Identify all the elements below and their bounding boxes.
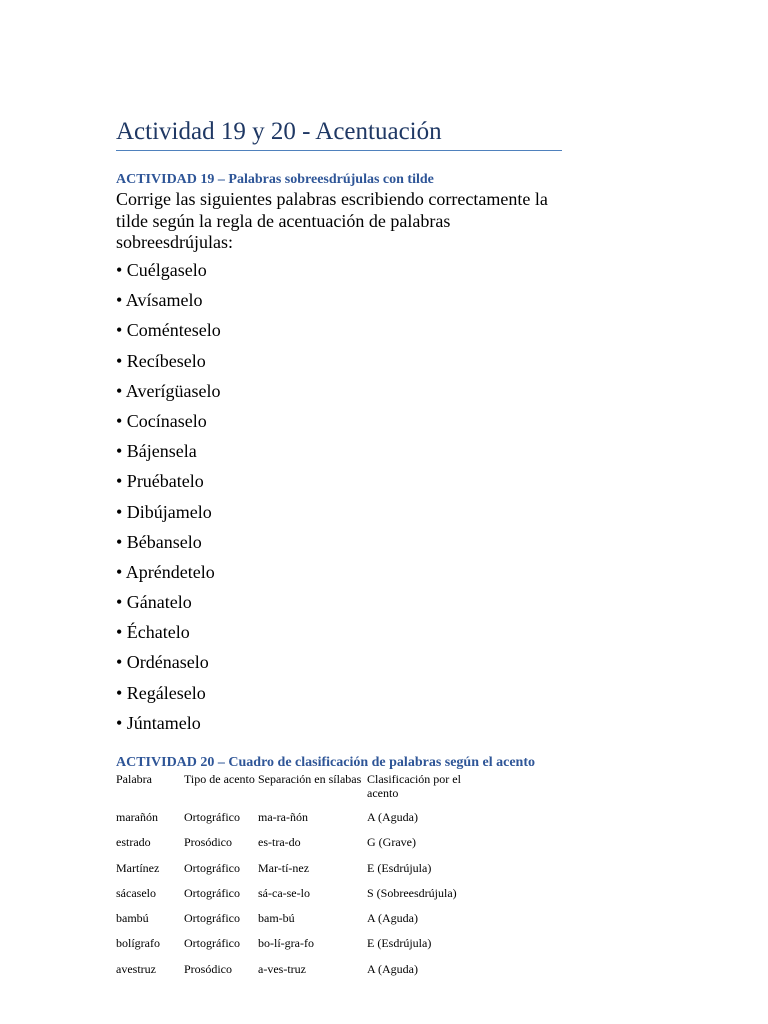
cell-tipo-acento: Ortográfico [184, 911, 240, 926]
word-item: • Apréndetelo [116, 561, 215, 582]
column-header-separacion: Separación en sílabas [258, 772, 362, 786]
cell-separacion: bam-bú [258, 911, 295, 926]
column-header-tipo-acento: Tipo de acento [184, 772, 255, 786]
cell-palabra: marañón [116, 810, 158, 824]
cell-separacion: ma-ra-ñón [258, 810, 308, 824]
activity-19-instructions: Corrige las siguientes palabras escribiendo correctamente la tilde según la regla de acentuación de palabras sobreesdrújulas: [116, 189, 548, 252]
word-item: • Dibújamelo [116, 501, 212, 522]
activity-19-heading: ACTIVIDAD 19 – Palabras sobreesdrújulas con tilde [116, 172, 434, 187]
cell-tipo-acento: Prosódico [184, 835, 232, 850]
title-underline [116, 150, 562, 151]
cell-palabra: avestruz [116, 961, 156, 976]
cell-palabra: bolígrafo [116, 936, 160, 951]
word-item: • Cocínaselo [116, 410, 207, 431]
column-header-palabra: Palabra [116, 772, 152, 786]
cell-palabra: Martínez [116, 860, 160, 875]
word-item: • Recíbeselo [116, 350, 206, 371]
cell-tipo-acento: Ortográfico [184, 860, 240, 875]
word-item: • Ordénaselo [116, 652, 209, 673]
cell-separacion: Mar-tí-nez [258, 860, 310, 875]
cell-tipo-acento: Ortográfico [184, 936, 240, 951]
word-item: • Cuélgaselo [116, 260, 207, 280]
cell-tipo-acento: Ortográfico [184, 885, 240, 900]
cell-separacion: bo-lí-gra-fo [258, 936, 314, 951]
cell-clasificacion: S (Sobreesdrújula) [367, 885, 457, 900]
cell-separacion: sá-ca-se-lo [258, 885, 310, 900]
cell-separacion: es-tra-do [258, 835, 301, 850]
word-item: • Gánatelo [116, 592, 192, 613]
cell-palabra: sácaselo [116, 885, 156, 900]
cell-clasificacion: A (Aguda) [367, 911, 418, 926]
word-item: • Échatelo [116, 622, 190, 643]
cell-tipo-acento: Ortográfico [184, 810, 240, 824]
cell-clasificacion: A (Aguda) [367, 810, 418, 824]
word-item: • Bájensela [116, 441, 197, 462]
cell-clasificacion: E (Esdrújula) [367, 936, 432, 951]
cell-palabra: bambú [116, 911, 149, 926]
word-item: • Averígüaselo [116, 380, 221, 401]
word-item: • Pruébatelo [116, 471, 204, 492]
cell-clasificacion: A (Aguda) [367, 961, 418, 976]
cell-clasificacion: E (Esdrújula) [367, 860, 432, 875]
column-header-clasificacion: Clasificación por el acento [367, 772, 461, 800]
cell-palabra: estrado [116, 835, 151, 850]
word-item: • Coménteselo [116, 320, 221, 341]
page-title: Actividad 19 y 20 - Acentuación [116, 118, 442, 145]
cell-clasificacion: G (Grave) [367, 835, 416, 850]
cell-separacion: a-ves-truz [258, 961, 306, 976]
word-item: • Avísamelo [116, 290, 203, 311]
activity-20-heading: ACTIVIDAD 20 – Cuadro de clasificación de palabras según el acento [116, 755, 535, 770]
word-item: • Regáleselo [116, 682, 206, 703]
word-item: • Júntamelo [116, 712, 201, 733]
word-list [116, 258, 221, 741]
word-item: • Bébanselo [116, 531, 202, 552]
cell-tipo-acento: Prosódico [184, 961, 232, 976]
